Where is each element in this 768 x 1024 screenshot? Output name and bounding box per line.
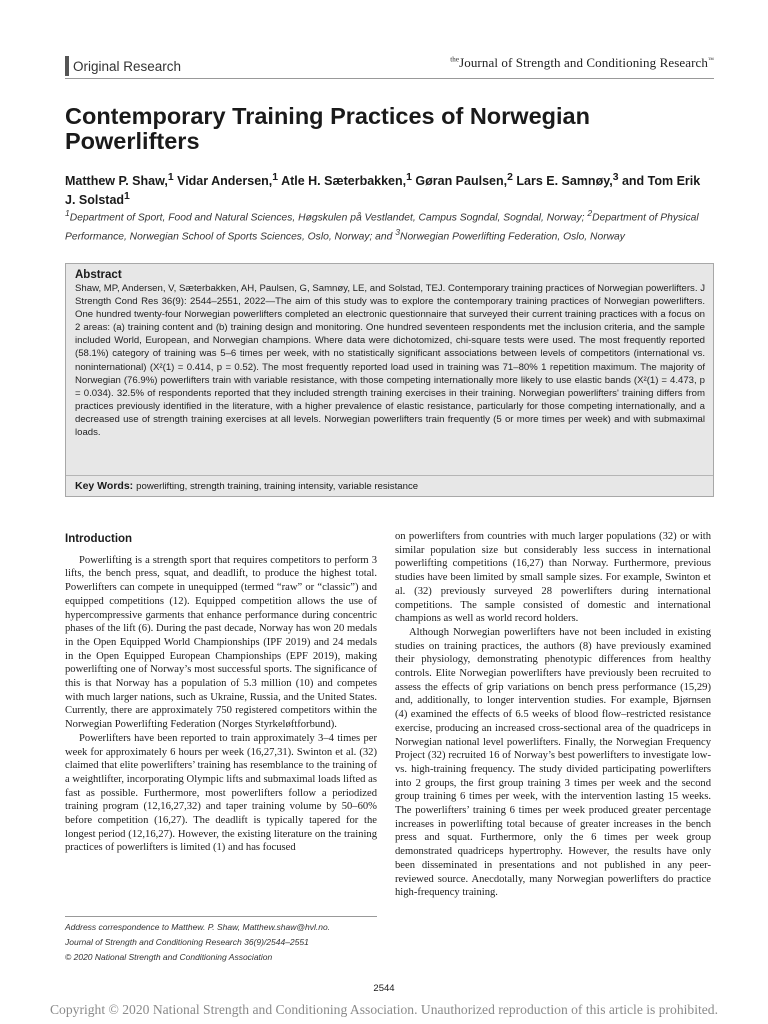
paragraph: Powerlifters have been reported to train approximately 3–4 times per week for approximately 6 hours per week (16,27,31). Swinton et al. (32) claimed that elite powerlifters’ training has resemblance to the training of a weightlifter, incorporating Olympic lifts and submaximal loads lifted as fast as possible. Furthermore, most powerlifters follow a periodized training program (12,16,27,32) and taper training volume by 50–60% before competition (16,27). The deadlift is typically tapered for the longest period (12,16,27). However, the existing literature on the training practices of powerlifters is limited (1) and has focused: [65, 732, 377, 854]
header-rule: [65, 78, 714, 79]
correspondence-note: Address correspondence to Matthew. P. Shaw, Matthew.shaw@hvl.no.: [65, 922, 331, 932]
section-label: Original Research: [73, 58, 182, 74]
keywords-list: powerlifting, strength training, training intensity, variable resistance: [136, 481, 419, 492]
journal-name: Journal of Strength and Conditioning Research: [459, 55, 709, 70]
author-list: Matthew P. Shaw,$^1$ Vidar Andersen,$^1$ Atle H. Sæterbakken,$^1$ Gøran Paulsen,$^2$ Lars E. Samnøy,$^3$ and Tom Erik J. Solstad$^1$: [65, 172, 701, 208]
journal-citation: Journal of Strength and Conditioning Research 36(9)/2544–2551: [65, 937, 309, 947]
copyright-watermark: Copyright © 2020 National Strength and Conditioning Association. Unauthorized reproduction of this article is prohibited.: [49, 1002, 718, 1017]
section-tag: [65, 55, 181, 77]
page-header: [65, 55, 714, 77]
article-title: Contemporary Training Practices of Norwegian Powerlifters: [65, 103, 590, 154]
journal-logo: $^{the}$Journal of Strength and Conditioning Research™: [450, 55, 714, 70]
abstract-body: Shaw, MP, Andersen, V, Sæterbakken, AH, Paulsen, G, Samnøy, LE, and Solstad, TEJ. Contemporary training practices of Norwegian powerlifters. J Strength Cond Res 36(9): 2544–2551, 2022—The aim of this study was to explore the contemporary training practices of Norwegian powerlifters. One hundred twenty-four Norwegian powerlifters completed an electronic questionnaire that surveyed their current training practices with a focus on 2 areas: (a) training content and (b) training design and monitoring. One hundred seventeen respondents met the inclusion criteria, and the sample included World, European, and Norwegian champions. Where data were dichotomized, chi-square tests were used. The most frequently reported (58.1%) category of training was 5–6 times per week, with no statistically significant associations between levels of competitors (international vs. noninternational) (X²(1) = 0.414, p = 0.52). The most frequently reported load used in training was 71–80% 1 repetition maximum. The majority of Norwegian (76.9%) powerlifters train with variable resistance, with those competing internationally more likely to use elastic bands (X²(1) = 4.473, p = 0.034). 32.5% of respondents reported that they included strength training exercises in their training. Norwegian powerlifters' training differs from practices previously identified in the literature, with a higher prevalence of elastic resistance, particularly for those competing internationally, and a decreased use of strength training exercises at all levels. Norwegian powerlifters train frequently (5 or more times per week) and with submaximal loads.: [75, 283, 705, 439]
keywords: [66, 475, 713, 492]
abstract-heading: Abstract: [75, 269, 122, 281]
introduction-heading: Introduction: [65, 533, 133, 545]
keywords-label: Key Words:: [75, 480, 134, 492]
footnotes: [65, 920, 377, 965]
paragraph: Powerlifting is a strength sport that requires competitors to perform 3 lifts, the bench press, squat, and deadlift, to produce the highest total. Powerlifters can compete in unequipped (termed “raw” or “classic”) and equipped competitions (12). Equipped competition allows the use of hypercompressive garments that enhance performance during concentric phases of the lift (6). During the past decade, Norway has won 20 medals in the Open Equipped World Championships (IPF 2019) and 24 medals in the Open Equipped European Championships (EPF 2019), making powerlifting one of Norway’s most successful sports. The significance of this is that Norway has a population of 5.3 million (10) and competes with much larger nations, such as Ukraine, Russia, and the United States. Currently, there are approximately 750 registered competitors within the Norwegian Powerlifting Federation (Norges Styrkeløftforbund).: [65, 554, 377, 731]
page-number: 2544: [373, 983, 395, 994]
left-column: [65, 533, 377, 855]
section-marker: [65, 56, 69, 76]
copyright-note: © 2020 National Strength and Conditioning Association: [65, 952, 273, 962]
affiliations: $^1$Department of Sport, Food and Natural Sciences, Høgskulen på Vestlandet, Campus Sogndal, Sogndal, Norway; $^2$Department of Physical Performance, Norwegian School of Sports Sciences, Oslo, Norway; and $^3$Norwegian Powerlifting Federation, Oslo, Norway: [65, 208, 699, 243]
paragraph: on powerlifters from countries with much larger populations (32) or with similar population size but considerably less success in international powerlifting competitions (16,27) than Norway. Furthermore, previous studies have been limited by small sample sizes. For example, Swinton et al. (32) previously surveyed 28 powerlifters during international competitions. The sample consisted of domestic and international champions as well as world record holders.: [395, 531, 711, 625]
abstract-box: [65, 263, 714, 497]
right-column: [395, 530, 711, 900]
paragraph: Although Norwegian powerlifters have not been included in existing studies on training practices, the authors (8) have previously examined their physiology, demonstrating phenotypic differences from healthy controls. Elite Norwegian powerlifters have previously been recruited to assess the effects of grip variations on bench press performance (15,29) and, additionally, to longer intervention studies. For example, Bjørnsen (4) examined the effects of 6.5 weeks of blood flow–restricted resistance exercise, producing an increased cross-sectional area of the quadriceps in Norwegian national level powerlifters. Finally, the Norwegian Frequency Project (32) recruited 16 of Norway’s best powerlifters to investigate low- vs. high-training frequency. The study divided participating powerlifters into 2 groups, the first group training 3 times per week and the second group training 6 times per week, with the intervention lasting 15 weeks. The powerlifters’ training 6 times per week produced greater percentage increases in powerlifting total because of greater increases in the bench press and squat. Furthermore, only the 6 times per week group demonstrated quadriceps hypertrophy. However, the results have only been disseminated in presentations and not published in any peer-reviewed source. Anecdotally, many Norwegian powerlifters do practice high-frequency training.: [395, 626, 711, 899]
footnote-rule: [65, 916, 377, 917]
